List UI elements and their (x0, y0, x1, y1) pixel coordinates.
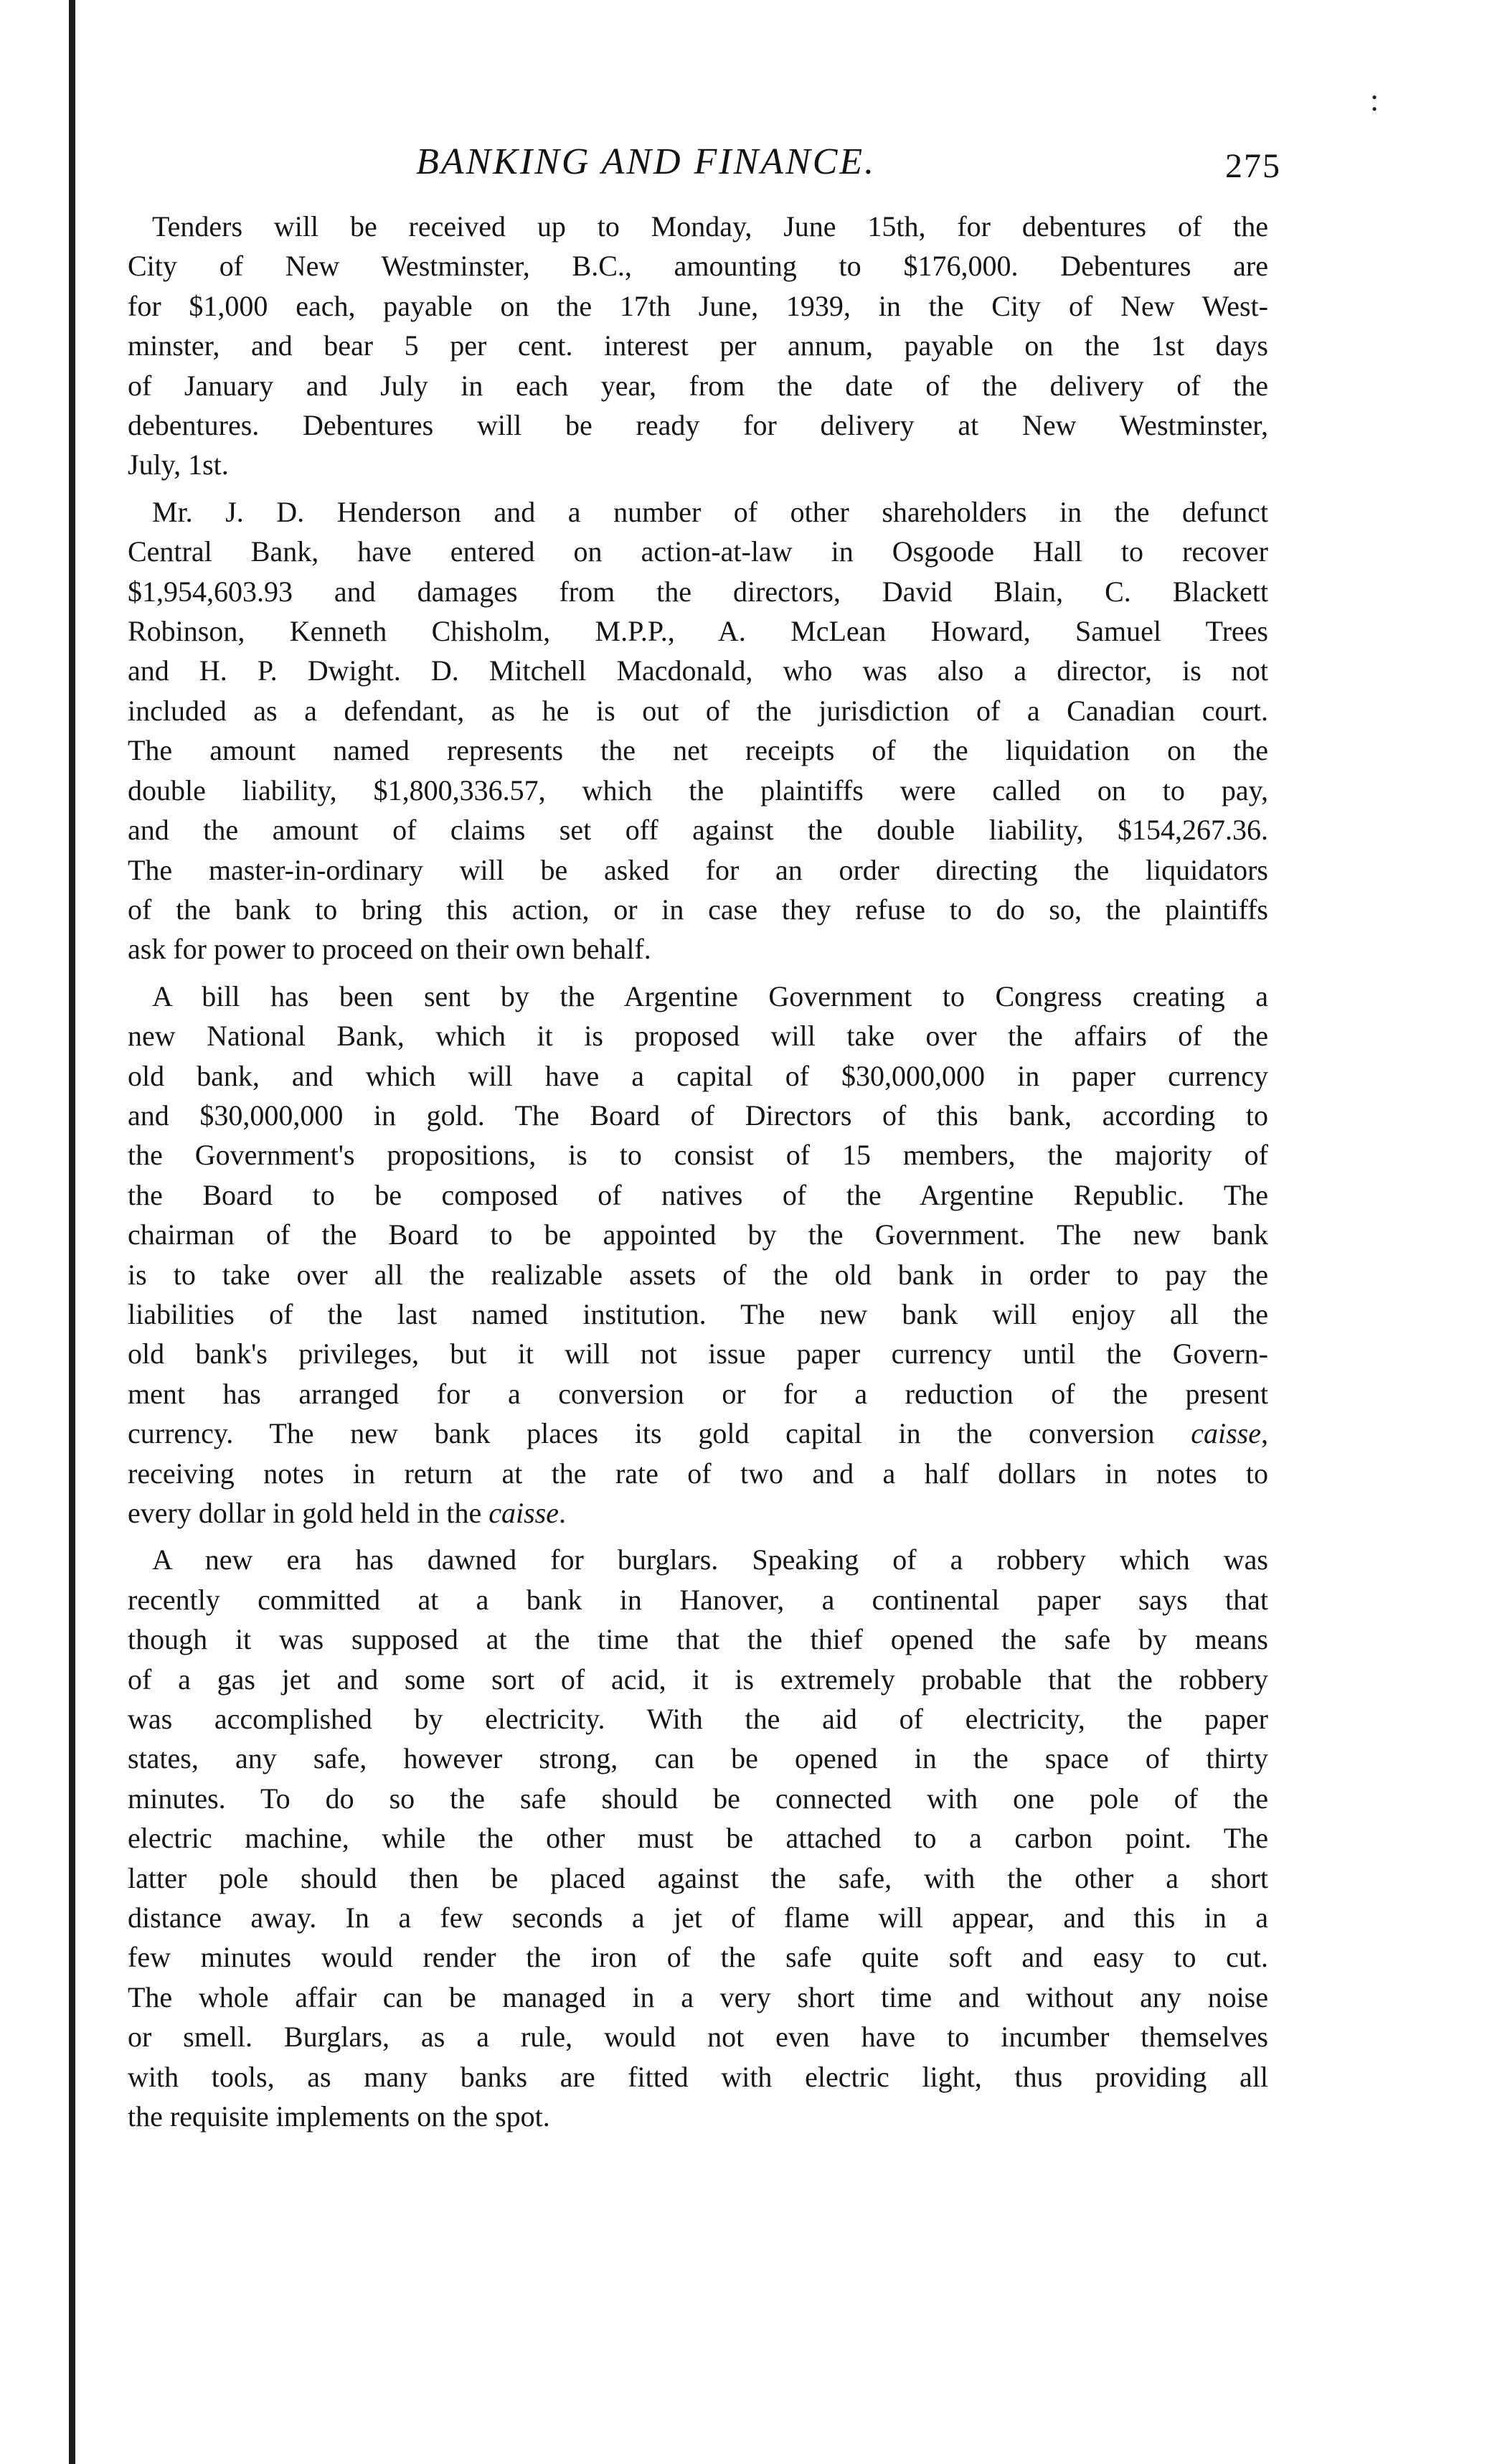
text-line: double liability, $1,800,336.57, which the plaintiffs were called on to pay, (128, 773, 1268, 807)
text-line: chairman of the Board to be appointed by the Government. The new bank (128, 1218, 1268, 1251)
text-line: debentures. Debentures will be ready for delivery at New Westminster, (128, 409, 1268, 442)
edge-mark: : (1370, 83, 1379, 118)
italic-word: caisse (1191, 1417, 1261, 1450)
paragraph-argentine-bank (128, 977, 1268, 1533)
text-line: of the bank to bring this action, or in case they refuse to do so, the plaintiffs (128, 893, 1268, 926)
text-line: and the amount of claims set off against the double liability, $154,267.36. (128, 814, 1268, 847)
text-line: is to take over all the realizable assets of the old bank in order to pay the (128, 1258, 1268, 1291)
text-line: or smell. Burglars, as a rule, would not even have to incumber themselves (128, 2021, 1268, 2054)
text-line: City of New Westminster, B.C., amounting to $176,000. Debentures are (128, 250, 1268, 283)
text-line: old bank, and which will have a capital of $30,000,000 in paper currency (128, 1059, 1268, 1092)
text-line: the Board to be composed of natives of the Argentine Republic. The (128, 1178, 1268, 1211)
text-line-with-italic (128, 1493, 1268, 1533)
text-line: The whole affair can be managed in a very short time and without any noise (128, 1980, 1268, 2013)
text-line: of a gas jet and some sort of acid, it is extremely probable that the robbery (128, 1663, 1268, 1696)
text-line: the requisite implements on the spot. (128, 2100, 550, 2133)
text-line: electric machine, while the other must be attached to a carbon point. The (128, 1822, 1268, 1855)
text-line: The master-in-ordinary will be asked for an order directing the liquidators (128, 853, 1268, 886)
text-line-with-italic (128, 1414, 1268, 1453)
text-line: the Government's propositions, is to consist of 15 members, the majority of (128, 1139, 1268, 1172)
punctuation: . (558, 1497, 566, 1529)
text-line: A bill has been sent by the Argentine Government to Congress creating a (152, 979, 1268, 1012)
paragraph-central-bank (128, 492, 1268, 969)
paragraph-burglars (128, 1540, 1268, 2136)
text-line: July, 1st. (128, 448, 229, 481)
text-line: Robinson, Kenneth Chisholm, M.P.P., A. McLean Howard, Samuel Trees (128, 615, 1268, 648)
italic-word: caisse (488, 1497, 559, 1529)
page-gutter-line (69, 0, 75, 2464)
text-segment: every dollar in gold held in the (128, 1497, 489, 1529)
text-line: of January and July in each year, from the date of the delivery of the (128, 369, 1268, 402)
paragraph-debentures (128, 207, 1268, 485)
text-line: with tools, as many banks are fitted with electric light, thus providing all (128, 2060, 1268, 2093)
text-line: minster, and bear 5 per cent. interest per annum, payable on the 1st days (128, 329, 1268, 362)
text-line: liabilities of the last named institution. The new bank will enjoy all the (128, 1297, 1268, 1330)
text-line: distance away. In a few seconds a jet of flame will appear, and this in a (128, 1901, 1268, 1934)
text-line: ask for power to proceed on their own behalf. (128, 933, 651, 966)
running-head (136, 141, 1281, 198)
punctuation: , (1261, 1417, 1268, 1450)
page-number: 275 (1225, 147, 1281, 185)
text-segment: currency. The new bank places its gold capital in the conversion (128, 1417, 1191, 1450)
text-line: latter pole should then be placed against the safe, with the other a short (128, 1861, 1268, 1894)
text-line: and $30,000,000 in gold. The Board of Directors of this bank, according to (128, 1099, 1268, 1132)
text-line: states, any safe, however strong, can be opened in the space of thirty (128, 1742, 1268, 1775)
text-line: ment has arranged for a conversion or for a reduction of the present (128, 1377, 1268, 1410)
text-line: few minutes would render the iron of the safe quite soft and easy to cut. (128, 1941, 1268, 1974)
running-title: BANKING AND FINANCE. (416, 141, 877, 182)
text-line: for $1,000 each, payable on the 17th June, 1939, in the City of New West- (128, 289, 1268, 322)
text-line: $1,954,603.93 and damages from the directors, David Blain, C. Blackett (128, 575, 1268, 608)
text-line: The amount named represents the net receipts of the liquidation on the (128, 734, 1268, 767)
text-line: though it was supposed at the time that the thief opened the safe by means (128, 1623, 1268, 1656)
page-body (128, 141, 1281, 2137)
text-line: Tenders will be received up to Monday, June 15th, for debentures of the (152, 210, 1268, 243)
text-line: included as a defendant, as he is out of the jurisdiction of a Canadian court. (128, 694, 1268, 727)
text-line: was accomplished by electricity. With the aid of electricity, the paper (128, 1703, 1268, 1736)
text-line: new National Bank, which it is proposed will take over the affairs of the (128, 1020, 1268, 1053)
text-line: minutes. To do so the safe should be connected with one pole of the (128, 1782, 1268, 1815)
text-line: recently committed at a bank in Hanover, a continental paper says that (128, 1583, 1268, 1616)
text-line: receiving notes in return at the rate of two and a half dollars in notes to (128, 1457, 1268, 1490)
text-line: A new era has dawned for burglars. Speaking of a robbery which was (152, 1543, 1268, 1576)
text-line: Central Bank, have entered on action-at-law in Osgoode Hall to recover (128, 535, 1268, 568)
text-line: old bank's privileges, but it will not issue paper currency until the Govern- (128, 1337, 1268, 1370)
text-line: Mr. J. D. Henderson and a number of other shareholders in the defunct (152, 495, 1268, 528)
text-line: and H. P. Dwight. D. Mitchell Macdonald, who was also a director, is not (128, 654, 1268, 687)
